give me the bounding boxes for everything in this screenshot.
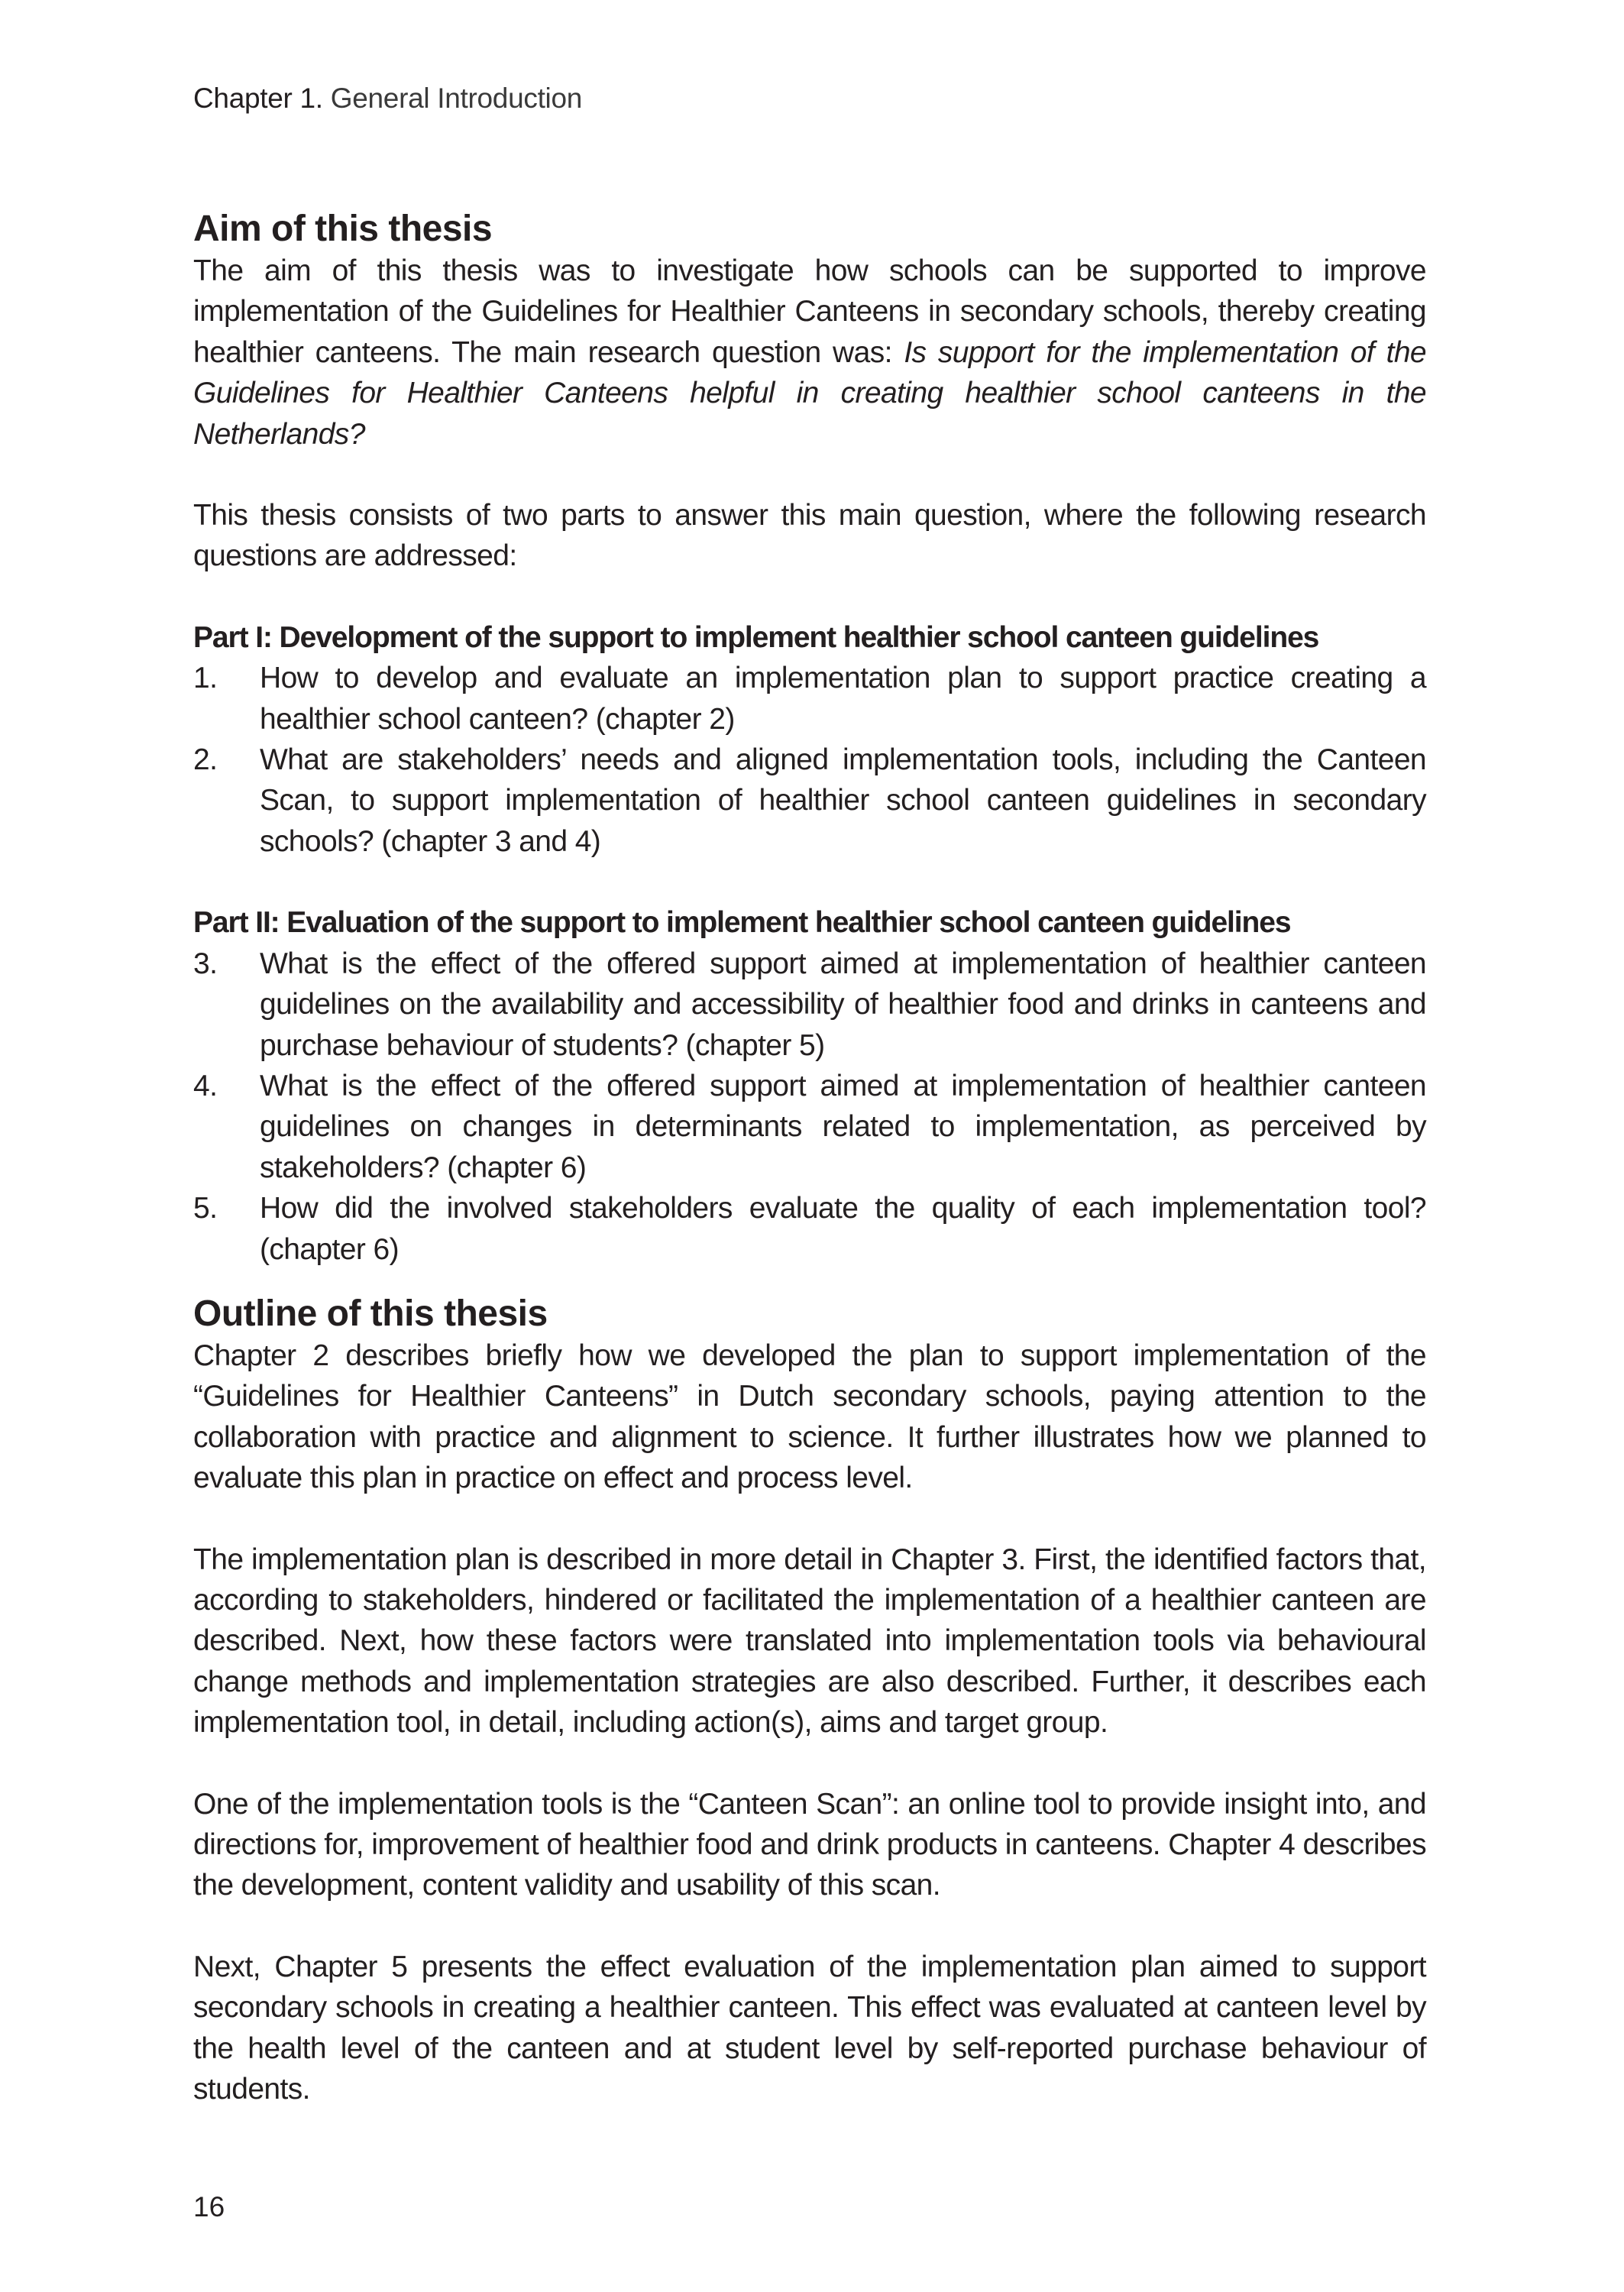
- part2-title: Part II: Evaluation of the support to implement healthier school canteen guidelines: [193, 906, 1291, 940]
- part2-question-list: [193, 944, 1426, 1270]
- aim-heading: Aim of this thesis: [193, 209, 493, 249]
- aim-paragraph: [193, 251, 1426, 455]
- spacer: [193, 1743, 1426, 1784]
- question-number: 1.: [193, 662, 218, 695]
- research-question-item: [193, 944, 1426, 1066]
- research-question-item: [193, 1066, 1426, 1188]
- part1-title: Part I: Development of the support to implement healthier school canteen guidelines: [193, 620, 1319, 654]
- question-text: How to develop and evaluate an implementation plan to support practice creating a healthier school canteen? (chapter 2): [260, 662, 1426, 736]
- outline-paragraph: Chapter 2 describes briefly how we developed the plan to support implementation of the “Guidelines for Healthier Canteens” in Dutch secondary schools, paying attention to the collaboration with practice and alignment to science. It further illustrates how we planned to evaluate this plan in practice on effect and process level.: [193, 1339, 1426, 1495]
- spacer: [193, 1499, 1426, 1539]
- aim-paragraph-text: The aim of this thesis was to investigate how schools can be supported to improve implementation of the Guidelines for Healthier Canteens in secondary schools, thereby creating healthier canteens. The main research question was:: [193, 254, 1426, 369]
- page-number: 16: [193, 2191, 225, 2222]
- question-number: 3.: [193, 947, 218, 980]
- outline-heading: Outline of this thesis: [193, 1293, 548, 1334]
- research-question-item: [193, 658, 1426, 740]
- question-number: 4.: [193, 1069, 218, 1102]
- outline-paragraph: The implementation plan is described in more detail in Chapter 3. First, the identified factors that, according to stakeholders, hindered or facilitated the implementation of a healthier canteen are described. Next, how these factors were translated into implementation tools via behavioural change methods and implementation strategies are also described. Further, it describes each implementation tool, in detail, including action(s), aims and target group.: [193, 1543, 1426, 1740]
- question-text: What is the effect of the offered support aimed at implementation of healthier canteen guidelines on the availability and accessibility of healthier food and drinks in canteens and purchase behaviour of students? (chapter 5): [260, 947, 1426, 1062]
- question-number: 5.: [193, 1192, 218, 1225]
- spacer: [193, 1270, 1426, 1293]
- question-text: What are stakeholders’ needs and aligned implementation tools, including the Canteen Scan, to support implementation of healthier school canteen guidelines in secondary schools? (chapter 3 and 4): [260, 743, 1426, 858]
- research-question-item: [193, 740, 1426, 862]
- running-head-chapter: Chapter 1.: [193, 83, 323, 114]
- question-text: What is the effect of the offered support aimed at implementation of healthier canteen guidelines on changes in determinants related to implementation, as perceived by stakeholders? (chapter 6): [260, 1069, 1426, 1184]
- spacer: [193, 1906, 1426, 1947]
- question-text: How did the involved stakeholders evaluate the quality of each implementation tool? (chapter 6): [260, 1192, 1426, 1266]
- outline-paragraph: One of the implementation tools is the “Canteen Scan”: an online tool to provide insight into, and directions for, improvement of healthier food and drink products in canteens. Chapter 4 describes the development, content validity and usability of this scan.: [193, 1787, 1426, 1902]
- running-head: [193, 83, 582, 115]
- spacer: [193, 862, 1426, 902]
- page-content: [193, 208, 1426, 2109]
- outline-paragraph: Next, Chapter 5 presents the effect evaluation of the implementation plan aimed to support secondary schools in creating a healthier canteen. This effect was evaluated at canteen level by the health level of the canteen and at student level by self-reported purchase behaviour of students.: [193, 1950, 1426, 2106]
- parts-intro-paragraph: This thesis consists of two parts to answer this main question, where the following research questions are addressed:: [193, 499, 1426, 573]
- main-research-question: Is support for the implementation of the Guidelines for Healthier Canteens helpful in creating healthier school canteens in the Netherlands?: [193, 335, 1426, 451]
- research-question-item: [193, 1188, 1426, 1270]
- running-head-title: General Introduction: [322, 83, 583, 114]
- spacer: [193, 577, 1426, 617]
- spacer: [193, 455, 1426, 495]
- question-number: 2.: [193, 743, 218, 777]
- part1-question-list: [193, 658, 1426, 862]
